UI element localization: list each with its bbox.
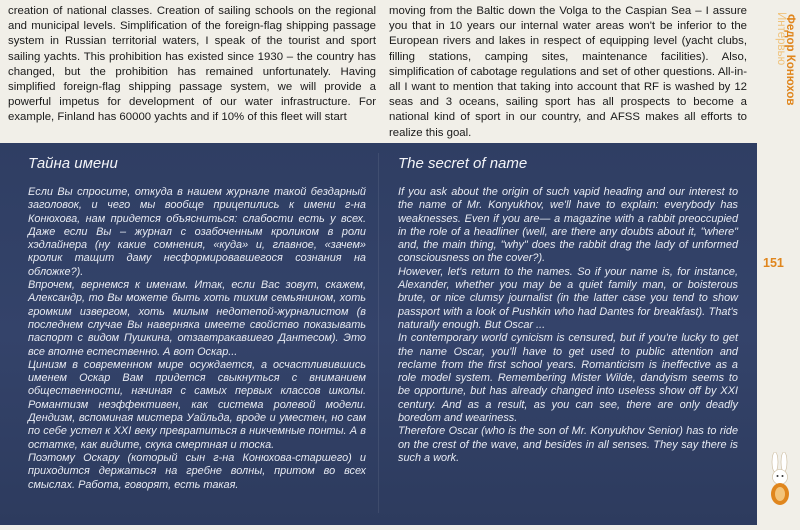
column-divider bbox=[378, 153, 379, 513]
english-column bbox=[398, 155, 738, 465]
top-right-text: moving from the Baltic down the Volga to the Caspian Sea – I assure you that in 10 years our internal water areas won't be inferior to the European rivers and lakes in respect of equipping level (yacht clubs, filling stations, camping sites, maintenance facilities). Also, simplification of cabotage regulations and set of other questions. All-in-all I want to mention that taking into account that RF is washed by 12 seas and 3 oceans, sailing sport has all prospects to become a national kind of sport in our country, and AFSS makes all efforts to realize this goal. bbox=[389, 5, 747, 139]
russian-paragraph: Цинизм в современном мире осуждается, а осчастливившись именем Оскар Вам придется свыкнуться с вниманием общественности, начиная с самых первых классов школы. Романтизм неэффективен, как система ролевой модели. Дендизм, вспоминая мистера Уайльда, вроде и уместен, но сам по себе устел к XXI веку превратиться в никчемные понты. А в остатке, как видите, скука смертная и тоска. bbox=[28, 358, 366, 451]
russian-paragraph: Поэтому Оскару (который сын г-на Конюхова-старшего) и приходится держаться на гребне волны, притом во всех смыслах. Работа, говорят, есть такая. bbox=[28, 451, 366, 491]
russian-title: Тайна имени bbox=[28, 155, 118, 172]
russian-paragraph: Если Вы спросите, откуда в нашем журнале такой бездарный заголовок, и чего мы вообще прицепились к имени г-на Конюхова, нам придется объясниться: слабости есть у всех. Даже если Вы – журнал с озабоченным кроликом в роли хэдлайнера (ну какие сомнения, «куда» и, главное, «зачем» кролик тащит даму несформировавшегося сознания на обложке?). bbox=[28, 186, 366, 278]
english-paragraph: If you ask about the origin of such vapid heading and our interest to the name of Mr. Konyukhov, we'll have to explain: everybody has weaknesses. Even if you are— a magazine with a rabbit preoccupied in the role of a headliner (well, are there any doubts about it, "where" and, the main thing, "why" does the rabbit drag the lady of unformed consciousness on the cover?). bbox=[398, 186, 738, 265]
russian-paragraph: Впрочем, вернемся к именам. Итак, если Вас зовут, скажем, Александр, то Вы можете быть хоть тихим семьянином, хоть громким извергом, хоть милым недотепой-журналистом (в последнем случае Вы наверняка имеете свойство показывать паспорт с видом Пушкина, отзавтракавшего Дантесом). Это все вполне естественно. А вот Оскар... bbox=[28, 279, 366, 358]
secret-of-name-panel bbox=[0, 143, 757, 525]
english-title: The secret of name bbox=[398, 155, 528, 172]
side-tab-name: Федор Конюхов bbox=[784, 14, 796, 106]
english-paragraph: In contemporary world cynicism is censured, but if you're lucky to get the name Oscar, you'll have to get used to public attention and reclame from the first school years. Romanticism is ineffective as a role model system. Remembering Mister Wilde, dandyism seems to be opportune, but has already changed into useless show off by XXI century. And as a result, as you can see, there are only deadly boredom and weariness. bbox=[398, 332, 738, 425]
side-tab-section: Интервью bbox=[775, 12, 787, 66]
top-left-text: creation of national classes. Creation of sailing schools on the regional and municipal levels. Simplification of the foreign-flag shipping passage system in Russian territorial waters, I speak of the tourist and sport sailing yachts. This prohibition has existed since 1930 – the country has changed, but the prohibition has remained unfortunately. Having simplified foreign-flag shipping passage system, we will provide a powerful impetus for development of our water infrastructure. For example, Finland has 60000 yachts and if 10% of this fleet will start bbox=[8, 5, 376, 124]
english-paragraph: Therefore Oscar (who is the son of Mr. Konyukhov Senior) has to ride on the crest of the wave, and besides in all senses. They say there is such a work. bbox=[398, 425, 738, 464]
side-tab bbox=[774, 14, 796, 154]
russian-column bbox=[28, 155, 366, 492]
page-number: 151 bbox=[763, 256, 784, 270]
english-paragraph: However, let's return to the names. So if your name is, for instance, Alexander, whether you may be a quiet family man, or boisterous brute, or nice clumsy journalist (in the latter case you tend to show passport with a look of Pushkin who had Dantes for breakfast). That's naturally enough. But Oscar ... bbox=[398, 265, 738, 331]
rabbit-mascot-icon bbox=[765, 452, 795, 508]
